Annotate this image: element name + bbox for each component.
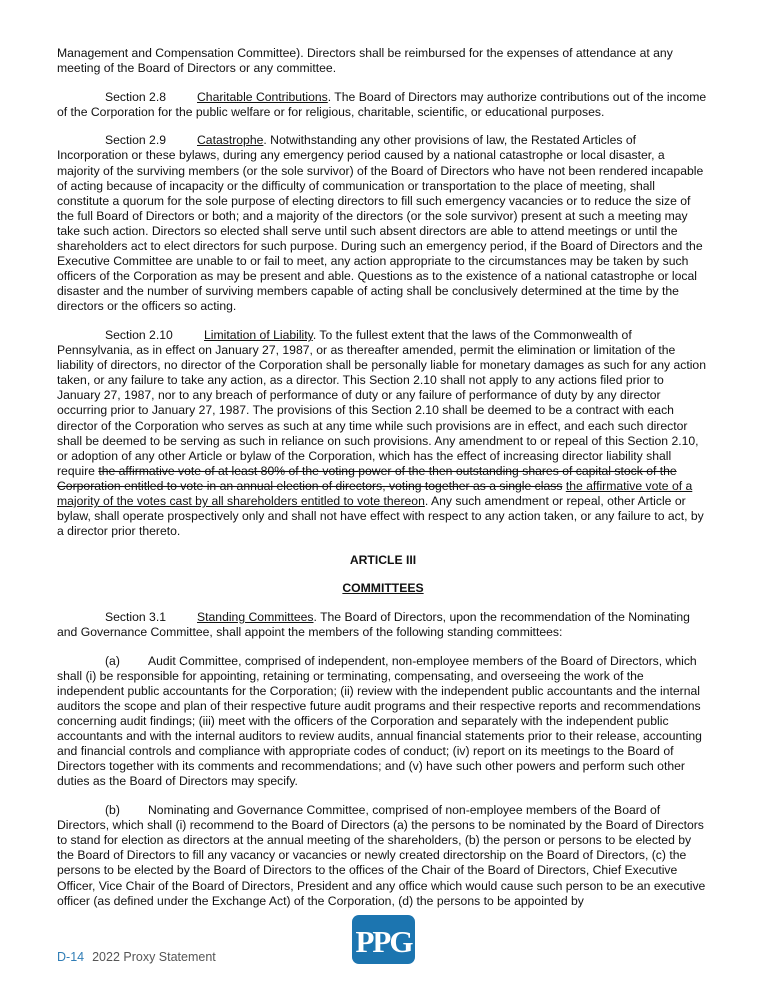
section-title: Catastrophe: [197, 133, 264, 148]
section-body: . Notwithstanding any other provisions of law, the Restated Articles of Incorporation or these bylaws, during any emergency period caused by a national catastrophe or local disaster, a majority of the surviving members (or the sole survivor) of the Board of Directors who have not been rendered incapable of acting because of incapacity or the difficulty of communication or transportation to the place of meeting, shall constitute a quorum for the sole purpose of electing directors to fill such emergency vacancies or to reduce the size of the full Board of Directors or both; and a majority of the directors (or the sole survivor) present at such a meeting may take such action. Directors so elected shall serve until such absent directors are able to attend meetings or until the shareholders act to elect directors for such purpose. During such an emergency period, if the Board of Directors and the Executive Committee are unable to or fail to meet, any action appropriate to the circumstances may be taken by such officers of the Corporation as may be present and able. Questions as to the existence of a national catastrophe or local disaster and the number of surviving members capable of acting shall be conclusively determined at the time by the directors or the officers so acting.: [57, 133, 704, 314]
section-title: Charitable Contributions: [197, 89, 328, 104]
article-heading: ARTICLE III: [349, 552, 417, 567]
section-title: Limitation of Liability: [204, 328, 313, 342]
deleted-text: the affirmative vote of at least 80% of the voting power of the then outstanding shares of capital stock of the Corporation entitled to vote in an annual election of directors, voting together as a single class: [57, 463, 677, 493]
ppg-logo-icon: [352, 915, 415, 964]
section-number: Section 2.10: [105, 328, 173, 342]
logo-text: PPG: [355, 924, 412, 959]
subsection-body: Audit Committee, comprised of independent, non-employee members of the Board of Directors, which shall (i) be responsible for appointing, retaining or terminating, compensating, and overseeing the work of the independent public accountants for the Corporation; (ii) review with the independent public accountants and the internal auditors the scope and plan of their respective future audit programs and their respective reports and recommendations concerning audit findings; (iii) meet with the officers of the Corporation and separately with the independent public accountants and with the internal auditors to review audits, annual financial statements prior to their release, accounting and financial controls and compliance with appropriate codes of conduct; (iv) report on its meetings to the Board of Directors together with its comments and recommendations; and (v) have such other powers and perform such other duties as the Board of Directors may specify.: [57, 653, 702, 789]
page-number: D-14: [57, 950, 85, 964]
subsection-label: (a): [105, 653, 120, 668]
section-2-10: [57, 328, 709, 539]
section-body: . The Board of Directors, upon the recommendation of the Nominating and Governance Committee, shall appoint the members of the following standing committees:: [57, 610, 690, 640]
subsection-body: Nominating and Governance Committee, comprised of non-employee members of the Board of Directors, which shall (i) recommend to the Board of Directors (a) the persons to be nominated by the Board of Directors to stand for election as directors at the annual meeting of the shareholders, (b) the person or persons to be elected by the Board of Directors to fill any vacancy or vacancies or newly created directorship on the Board of Directors, (c) the persons to be elected by the Board of Directors to the offices of the Chair of the Board of Directors, Chief Executive Officer, Vice Chair of the Board of Directors, President and any office which would cause such person to be an executive officer (as defined under the Exchange Act) of the Corporation, (d) the persons to be appointed by: [57, 803, 706, 908]
section-body: . To the fullest extent that the laws of the Commonwealth of Pennsylvania, as in effect on January 27, 1987, or as thereafter amended, permit the elimination or limitation of the liability of directors, no director of the Corporation shall be personally liable for monetary damages as such for any action taken, or any failure to take any action, as a director. This Section 2.10 shall not apply to any actions filed prior to January 27, 1987, nor to any breach of performance of duty or any failure of performance of duty by any director occurring prior to January 27, 1987. The provisions of this Section 2.10 shall be deemed to be a contract with each director of the Corporation who serves as such at any time while such provisions are in effect, and each such director shall be deemed to be serving as such in reliance on such provisions. Any amendment to or repeal of this Section 2.10, or adoption of any other Article or bylaw of the Corporation, which has the effect of increasing director liability shall require: [57, 328, 706, 478]
article-subheading: [57, 581, 709, 596]
article-subheading-text: COMMITTEES: [342, 581, 424, 596]
section-number: Section 2.9: [105, 133, 166, 148]
subsection-label: (b): [105, 803, 120, 818]
section-number: Section 3.1: [105, 610, 166, 624]
publication-title: 2022 Proxy Statement: [92, 950, 216, 964]
section-2-8: [57, 90, 709, 120]
ppg-logo: [352, 915, 415, 964]
page-footer: [57, 950, 216, 964]
inserted-text: the affirmative vote of a majority of the votes cast by all shareholders entitled to vote thereon: [57, 478, 693, 509]
subsection-b: [57, 803, 709, 909]
subsection-a: [57, 654, 709, 790]
section-3-1: [57, 610, 709, 640]
intro-paragraph: Management and Compensation Committee). Directors shall be reimbursed for the expenses of attendance at any meeting of the Board of Directors or any committee.: [57, 46, 673, 76]
section-body-after: . Any such amendment or repeal, other Article or bylaw, shall operate prospectively only and shall not have effect with respect to any action taken, or any failure to act, by a director prior thereto.: [57, 494, 704, 539]
section-body: . The Board of Directors may authorize contributions out of the income of the Corporation for the public welfare or for religious, charitable, scientific, or educational purposes.: [57, 89, 707, 119]
section-title: Standing Committees: [197, 610, 314, 624]
document-page: [57, 46, 709, 922]
section-number: Section 2.8: [105, 89, 166, 104]
section-2-9: [57, 133, 709, 314]
